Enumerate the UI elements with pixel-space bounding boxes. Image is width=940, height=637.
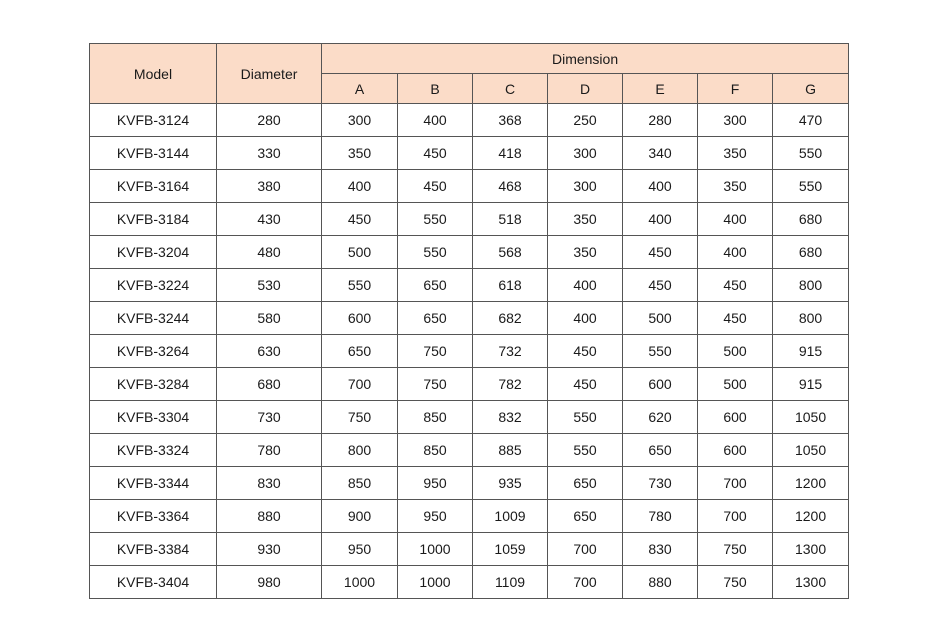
cell-b: 850: [398, 401, 473, 434]
cell-b: 550: [398, 236, 473, 269]
header-dimension-d: D: [548, 74, 623, 104]
table-row: [90, 368, 849, 401]
table-row: [90, 269, 849, 302]
cell-e: 500: [623, 302, 698, 335]
header-dimension-f: F: [698, 74, 773, 104]
cell-model: KVFB-3344: [90, 467, 217, 500]
cell-b: 950: [398, 467, 473, 500]
cell-c: 518: [473, 203, 548, 236]
cell-e: 400: [623, 203, 698, 236]
cell-model: KVFB-3124: [90, 104, 217, 137]
cell-g: 680: [773, 203, 849, 236]
table-body: [90, 104, 849, 599]
table-row: [90, 566, 849, 599]
cell-f: 700: [698, 500, 773, 533]
cell-g: 800: [773, 302, 849, 335]
cell-diameter: 830: [217, 467, 322, 500]
cell-d: 350: [548, 236, 623, 269]
table-row: [90, 467, 849, 500]
cell-f: 600: [698, 401, 773, 434]
table-row: [90, 236, 849, 269]
cell-f: 600: [698, 434, 773, 467]
header-diameter: Diameter: [217, 44, 322, 104]
header-dimension-e: E: [623, 74, 698, 104]
cell-diameter: 780: [217, 434, 322, 467]
cell-b: 650: [398, 302, 473, 335]
cell-diameter: 580: [217, 302, 322, 335]
table-header: [90, 44, 849, 104]
cell-e: 450: [623, 236, 698, 269]
cell-a: 350: [322, 137, 398, 170]
table-row: [90, 104, 849, 137]
cell-g: 680: [773, 236, 849, 269]
cell-g: 550: [773, 137, 849, 170]
cell-d: 650: [548, 467, 623, 500]
cell-model: KVFB-3204: [90, 236, 217, 269]
table-row: [90, 434, 849, 467]
cell-b: 950: [398, 500, 473, 533]
cell-d: 700: [548, 533, 623, 566]
cell-f: 700: [698, 467, 773, 500]
cell-a: 950: [322, 533, 398, 566]
cell-d: 400: [548, 302, 623, 335]
cell-e: 780: [623, 500, 698, 533]
cell-model: KVFB-3264: [90, 335, 217, 368]
cell-model: KVFB-3224: [90, 269, 217, 302]
cell-f: 400: [698, 236, 773, 269]
header-dimension-c: C: [473, 74, 548, 104]
cell-d: 300: [548, 170, 623, 203]
cell-c: 1109: [473, 566, 548, 599]
cell-f: 300: [698, 104, 773, 137]
cell-b: 450: [398, 170, 473, 203]
table-row: [90, 137, 849, 170]
cell-g: 915: [773, 335, 849, 368]
table-row: [90, 401, 849, 434]
cell-d: 700: [548, 566, 623, 599]
cell-c: 885: [473, 434, 548, 467]
cell-d: 450: [548, 335, 623, 368]
cell-c: 368: [473, 104, 548, 137]
cell-c: 682: [473, 302, 548, 335]
cell-d: 650: [548, 500, 623, 533]
cell-f: 750: [698, 533, 773, 566]
cell-c: 1009: [473, 500, 548, 533]
cell-g: 1300: [773, 533, 849, 566]
cell-f: 350: [698, 137, 773, 170]
cell-c: 618: [473, 269, 548, 302]
cell-model: KVFB-3164: [90, 170, 217, 203]
header-model: Model: [90, 44, 217, 104]
cell-d: 250: [548, 104, 623, 137]
header-dimension-a: A: [322, 74, 398, 104]
table-row: [90, 533, 849, 566]
cell-g: 1200: [773, 500, 849, 533]
cell-g: 1300: [773, 566, 849, 599]
cell-b: 1000: [398, 533, 473, 566]
cell-diameter: 980: [217, 566, 322, 599]
table-row: [90, 500, 849, 533]
cell-model: KVFB-3364: [90, 500, 217, 533]
cell-model: KVFB-3144: [90, 137, 217, 170]
cell-f: 350: [698, 170, 773, 203]
cell-a: 550: [322, 269, 398, 302]
cell-diameter: 330: [217, 137, 322, 170]
cell-c: 418: [473, 137, 548, 170]
cell-model: KVFB-3304: [90, 401, 217, 434]
cell-diameter: 530: [217, 269, 322, 302]
cell-f: 500: [698, 368, 773, 401]
cell-c: 568: [473, 236, 548, 269]
cell-e: 880: [623, 566, 698, 599]
cell-e: 550: [623, 335, 698, 368]
cell-model: KVFB-3384: [90, 533, 217, 566]
cell-c: 468: [473, 170, 548, 203]
cell-diameter: 630: [217, 335, 322, 368]
cell-f: 750: [698, 566, 773, 599]
cell-e: 620: [623, 401, 698, 434]
cell-a: 750: [322, 401, 398, 434]
cell-e: 600: [623, 368, 698, 401]
cell-g: 550: [773, 170, 849, 203]
cell-diameter: 930: [217, 533, 322, 566]
cell-a: 1000: [322, 566, 398, 599]
cell-model: KVFB-3244: [90, 302, 217, 335]
cell-e: 450: [623, 269, 698, 302]
cell-a: 450: [322, 203, 398, 236]
cell-d: 350: [548, 203, 623, 236]
cell-b: 850: [398, 434, 473, 467]
cell-g: 1200: [773, 467, 849, 500]
cell-d: 550: [548, 401, 623, 434]
cell-c: 935: [473, 467, 548, 500]
cell-a: 400: [322, 170, 398, 203]
cell-c: 732: [473, 335, 548, 368]
cell-a: 800: [322, 434, 398, 467]
cell-model: KVFB-3324: [90, 434, 217, 467]
cell-diameter: 680: [217, 368, 322, 401]
cell-diameter: 430: [217, 203, 322, 236]
table-row: [90, 302, 849, 335]
cell-a: 650: [322, 335, 398, 368]
cell-g: 470: [773, 104, 849, 137]
cell-b: 450: [398, 137, 473, 170]
cell-e: 340: [623, 137, 698, 170]
cell-diameter: 380: [217, 170, 322, 203]
cell-b: 550: [398, 203, 473, 236]
cell-a: 850: [322, 467, 398, 500]
cell-e: 730: [623, 467, 698, 500]
cell-e: 400: [623, 170, 698, 203]
cell-f: 400: [698, 203, 773, 236]
cell-d: 550: [548, 434, 623, 467]
cell-g: 1050: [773, 401, 849, 434]
cell-e: 650: [623, 434, 698, 467]
cell-c: 1059: [473, 533, 548, 566]
cell-b: 650: [398, 269, 473, 302]
cell-b: 400: [398, 104, 473, 137]
cell-diameter: 480: [217, 236, 322, 269]
table-row: [90, 170, 849, 203]
cell-diameter: 730: [217, 401, 322, 434]
cell-diameter: 880: [217, 500, 322, 533]
cell-b: 750: [398, 368, 473, 401]
cell-b: 1000: [398, 566, 473, 599]
cell-a: 500: [322, 236, 398, 269]
cell-f: 500: [698, 335, 773, 368]
cell-c: 832: [473, 401, 548, 434]
cell-a: 700: [322, 368, 398, 401]
table-row: [90, 335, 849, 368]
cell-b: 750: [398, 335, 473, 368]
header-dimension-g: G: [773, 74, 849, 104]
cell-d: 400: [548, 269, 623, 302]
cell-g: 1050: [773, 434, 849, 467]
cell-g: 915: [773, 368, 849, 401]
cell-diameter: 280: [217, 104, 322, 137]
cell-f: 450: [698, 302, 773, 335]
cell-model: KVFB-3184: [90, 203, 217, 236]
cell-g: 800: [773, 269, 849, 302]
cell-a: 900: [322, 500, 398, 533]
cell-a: 600: [322, 302, 398, 335]
table-row: [90, 203, 849, 236]
header-dimension-b: B: [398, 74, 473, 104]
cell-model: KVFB-3404: [90, 566, 217, 599]
header-dimension: Dimension: [322, 44, 849, 74]
cell-f: 450: [698, 269, 773, 302]
cell-d: 300: [548, 137, 623, 170]
cell-d: 450: [548, 368, 623, 401]
cell-e: 830: [623, 533, 698, 566]
cell-c: 782: [473, 368, 548, 401]
cell-model: KVFB-3284: [90, 368, 217, 401]
cell-a: 300: [322, 104, 398, 137]
header-row-top: [90, 44, 849, 74]
dimension-table: [89, 43, 849, 599]
cell-e: 280: [623, 104, 698, 137]
